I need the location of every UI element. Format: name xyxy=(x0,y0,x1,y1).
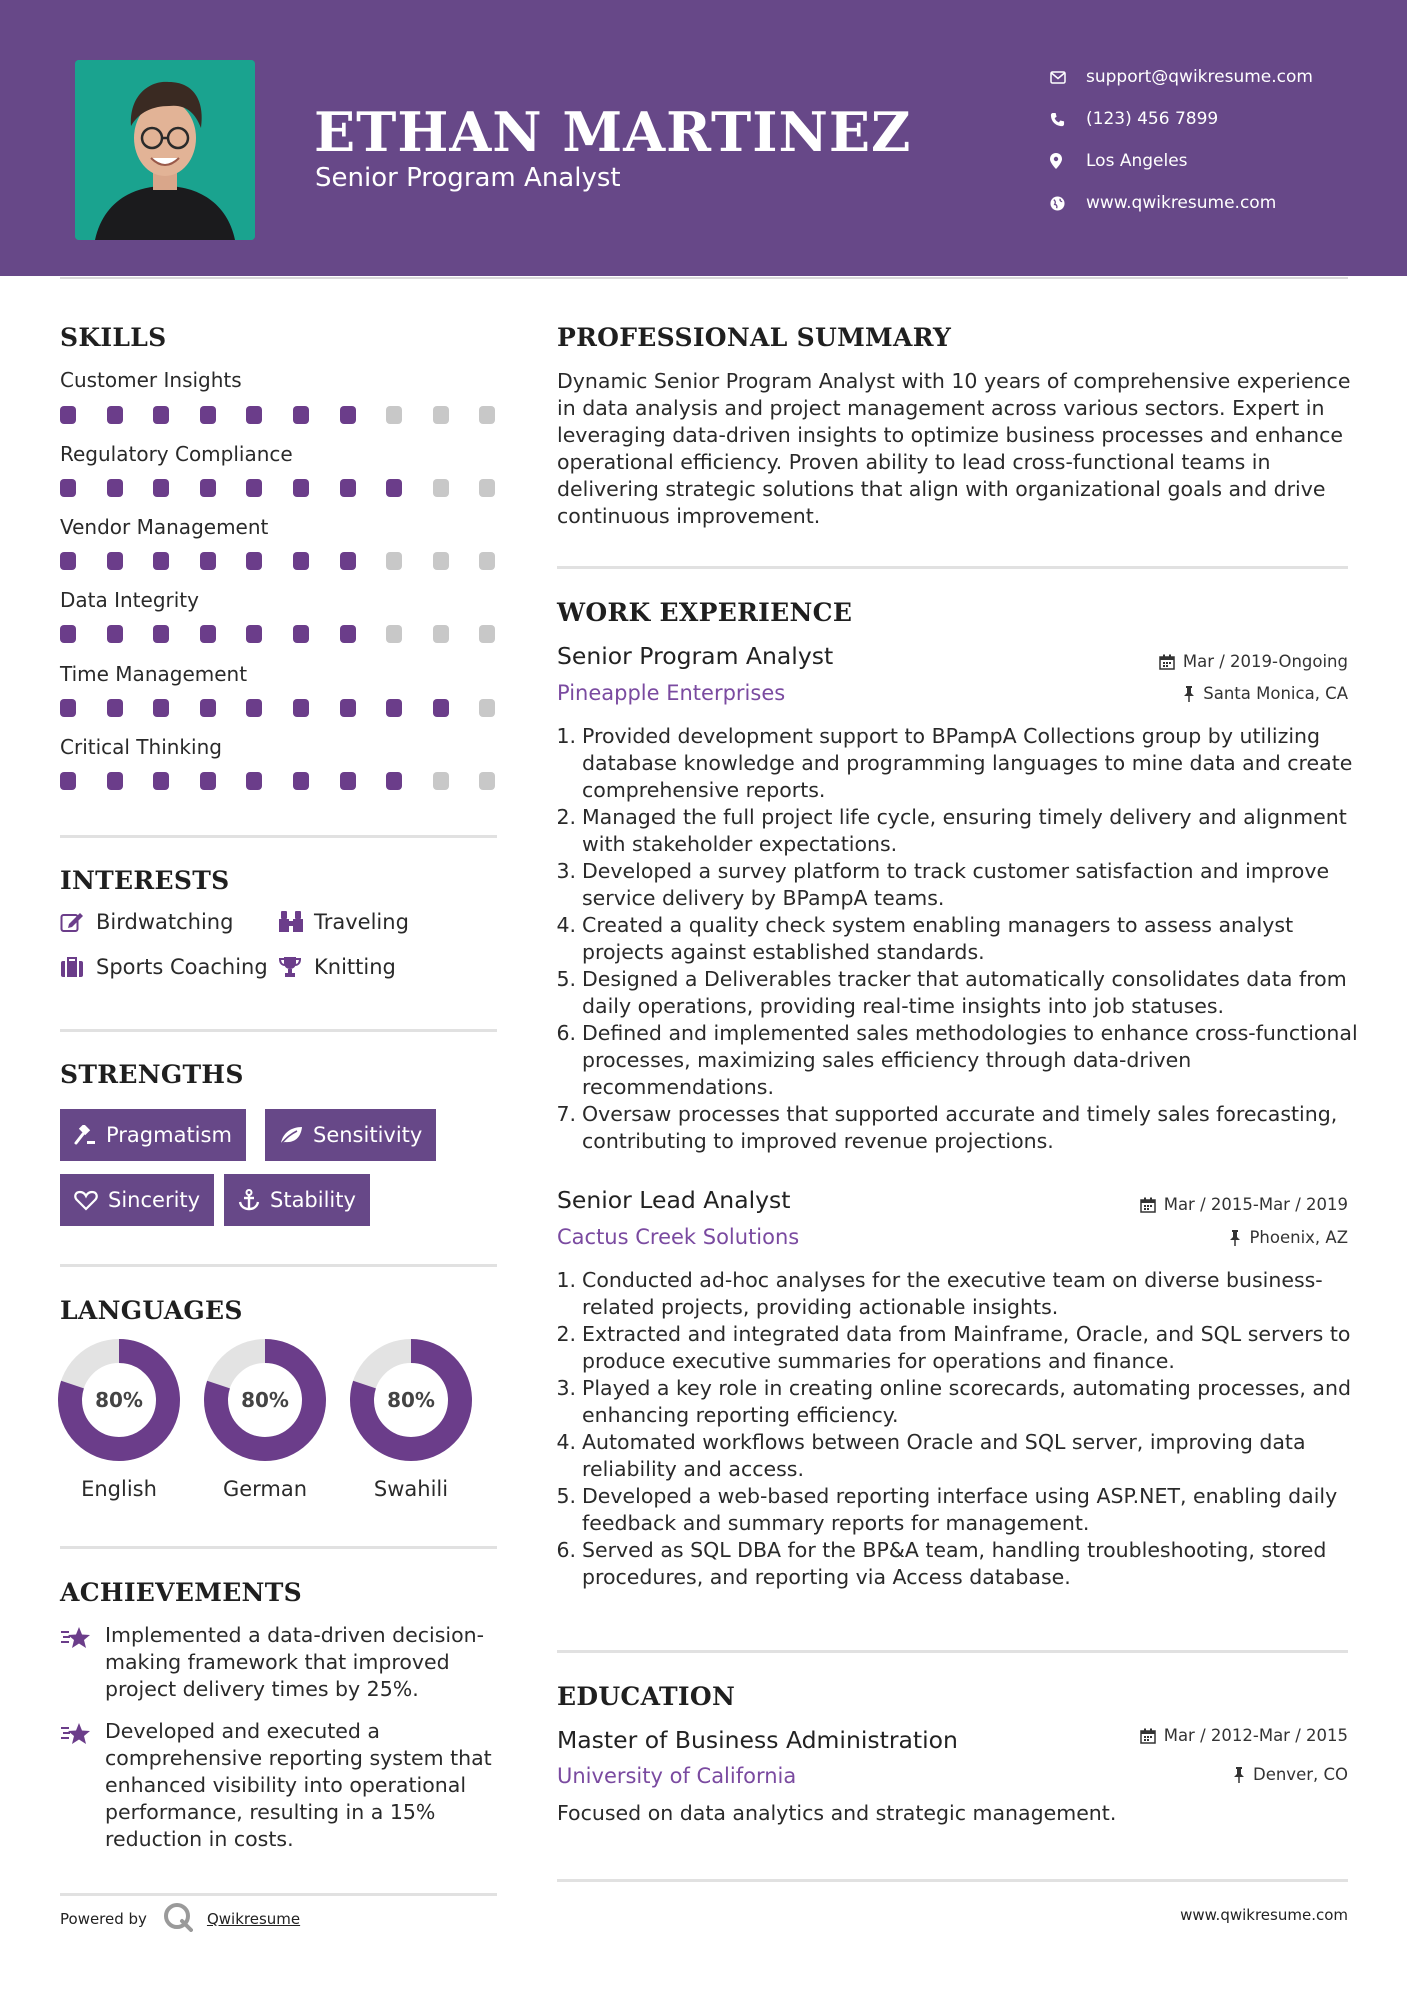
phone-icon xyxy=(1050,112,1086,127)
strength-chip xyxy=(224,1174,370,1226)
contact-phone-text: (123) 456 7899 xyxy=(1086,109,1219,129)
skill-dot-filled xyxy=(60,552,76,570)
achievement-item xyxy=(60,1622,500,1703)
bullet-text: Provided development support to BPampA Collections group by utilizing database knowledge and programming languages to mine data and create comprehensive reports. xyxy=(582,724,1353,802)
bullet-item: 6. Defined and implemented sales methodologies to enhance cross-functional processes, maximizing sales efficiency through data-driven recommendations. xyxy=(556,1021,1358,1099)
section-divider xyxy=(557,1650,1348,1653)
skill-dot-empty xyxy=(479,772,495,790)
skill-dot-filled xyxy=(293,625,309,643)
header-divider xyxy=(60,277,1348,279)
qwikresume-link[interactable]: Qwikresume xyxy=(206,1910,301,1928)
skill-dot-filled xyxy=(386,772,402,790)
job-title: Senior Program Analyst xyxy=(557,642,834,670)
star-icon xyxy=(60,1622,105,1703)
job-location-text: Phoenix, AZ xyxy=(1249,1228,1348,1247)
bullet-text: Conducted ad-hoc analyses for the executive team on diverse business-related projects, providing actionable insights. xyxy=(582,1268,1323,1319)
bullet-item: 5. Developed a web-based reporting interface using ASP.NET, enabling daily feedback and summary reports for management. xyxy=(552,1483,1358,1537)
section-divider xyxy=(557,1879,1348,1882)
skill-name: Regulatory Compliance xyxy=(60,442,293,466)
skill-rating xyxy=(60,479,500,497)
skill-dot-filled xyxy=(153,625,169,643)
pushpin-icon xyxy=(1233,1767,1245,1783)
interest-label: Birdwatching xyxy=(96,910,234,934)
contact-website[interactable] xyxy=(1050,182,1313,224)
powered-by-label: Powered by xyxy=(60,1910,147,1928)
skill-dot-filled xyxy=(340,552,356,570)
interest-item xyxy=(278,910,409,934)
bullet-item: 1. Provided development support to BPampA Collections group by utilizing database knowledge and programming languages to mine data and create comprehensive reports. xyxy=(552,723,1358,804)
degree-title: Master of Business Administration xyxy=(557,1726,958,1754)
section-divider xyxy=(60,835,497,838)
language-percent: 80% xyxy=(387,1388,435,1412)
bullet-item: 3. Played a key role in creating online scorecards, automating processes, and enhancing reporting efficiency. xyxy=(552,1375,1358,1429)
job-title: Senior Lead Analyst xyxy=(557,1186,791,1214)
job-location xyxy=(1183,684,1348,703)
skill-dot-filled xyxy=(246,406,262,424)
skill-dot-empty xyxy=(433,552,449,570)
skill-dot-filled xyxy=(153,479,169,497)
skill-dot-empty xyxy=(386,625,402,643)
map-pin-icon xyxy=(1050,153,1086,169)
summary-heading: PROFESSIONAL SUMMARY xyxy=(557,323,952,352)
bullet-text: Automated workflows between Oracle and SQL server, improving data reliability and access. xyxy=(582,1430,1306,1481)
skill-dot-filled xyxy=(293,552,309,570)
skill-dot-filled xyxy=(107,479,123,497)
language-name: English xyxy=(81,1477,157,1501)
skill-dot-filled xyxy=(60,772,76,790)
profile-photo xyxy=(75,60,255,240)
skill-dot-filled xyxy=(293,479,309,497)
language-name: German xyxy=(222,1477,308,1501)
interests-heading: INTERESTS xyxy=(60,866,230,895)
interest-item xyxy=(60,955,268,979)
interest-item xyxy=(60,910,233,934)
skill-dot-empty xyxy=(479,406,495,424)
achievement-text: Implemented a data-driven decision-making framework that improved project delivery times by 25%. xyxy=(105,1623,485,1701)
company-name: Cactus Creek Solutions xyxy=(557,1225,800,1249)
section-divider xyxy=(60,1893,497,1896)
envelope-icon xyxy=(1050,71,1086,84)
skill-dot-empty xyxy=(479,625,495,643)
skill-dot-filled xyxy=(153,552,169,570)
bullet-text: Defined and implemented sales methodologies to enhance cross-functional processes, maximizing sales efficiency through data-driven recommendations. xyxy=(582,1021,1358,1099)
skills-heading: SKILLS xyxy=(60,323,167,352)
job-location-text: Santa Monica, CA xyxy=(1203,684,1348,703)
skill-dot-empty xyxy=(386,552,402,570)
bullet-item: 2. Extracted and integrated data from Mainframe, Oracle, and SQL servers to produce executive summaries for operations and finance. xyxy=(552,1321,1358,1375)
achievement-item xyxy=(60,1718,500,1853)
skill-name: Time Management xyxy=(60,662,248,686)
bullet-text: Played a key role in creating online scorecards, automating processes, and enhancing reporting efficiency. xyxy=(582,1376,1351,1427)
interest-label: Sports Coaching xyxy=(96,955,268,979)
skill-rating xyxy=(60,552,500,570)
language-item xyxy=(58,1339,180,1501)
star-icon xyxy=(60,1718,105,1853)
skill-dot-filled xyxy=(433,699,449,717)
skill-dot-filled xyxy=(246,699,262,717)
skill-dot-empty xyxy=(386,406,402,424)
bullet-text: Developed a web-based reporting interface using ASP.NET, enabling daily feedback and summary reports for management. xyxy=(582,1484,1338,1535)
bullet-text: Extracted and integrated data from Mainframe, Oracle, and SQL servers to produce executive summaries for operations and finance. xyxy=(582,1322,1351,1373)
education-description: Focused on data analytics and strategic management. xyxy=(557,1801,1117,1825)
strength-label: Pragmatism xyxy=(106,1123,232,1147)
contact-list xyxy=(1050,56,1313,224)
leaf-icon xyxy=(279,1125,303,1145)
strength-chip xyxy=(265,1109,436,1161)
skill-dot-filled xyxy=(246,479,262,497)
job-location xyxy=(1229,1228,1348,1247)
bullet-item: 6. Served as SQL DBA for the BP&A team, handling troubleshooting, stored procedures, and reporting via Access database. xyxy=(552,1537,1358,1591)
job-bullets xyxy=(552,723,1358,1155)
bullet-item: 1. Conducted ad-hoc analyses for the executive team on diverse business-related projects, providing actionable insights. xyxy=(552,1267,1358,1321)
job-dates-text: Mar / 2019-Ongoing xyxy=(1182,652,1348,671)
calendar-icon xyxy=(1140,1728,1156,1744)
skill-dot-empty xyxy=(479,479,495,497)
footer-url[interactable]: www.qwikresume.com xyxy=(1180,1906,1348,1924)
skill-dot-filled xyxy=(60,406,76,424)
skill-name: Vendor Management xyxy=(60,515,269,539)
bullet-item: 3. Developed a survey platform to track customer satisfaction and improve service delivery by BPampA teams. xyxy=(552,858,1358,912)
header-banner xyxy=(0,0,1407,276)
candidate-name: ETHAN MARTINEZ xyxy=(314,100,912,164)
company-name: Pineapple Enterprises xyxy=(557,681,786,705)
skill-dot-filled xyxy=(107,699,123,717)
skill-rating xyxy=(60,772,500,790)
contact-website-text: www.qwikresume.com xyxy=(1086,193,1277,213)
skill-dot-filled xyxy=(60,479,76,497)
skill-dot-filled xyxy=(340,406,356,424)
interest-label: Knitting xyxy=(314,955,396,979)
pushpin-icon xyxy=(1183,686,1195,702)
contact-phone[interactable] xyxy=(1050,98,1313,140)
globe-icon xyxy=(1050,196,1086,211)
section-divider xyxy=(60,1029,497,1032)
skill-name: Data Integrity xyxy=(60,588,199,612)
trophy-icon xyxy=(278,956,314,978)
skill-dot-filled xyxy=(340,699,356,717)
skill-dot-empty xyxy=(479,552,495,570)
strength-chip xyxy=(60,1174,214,1226)
school-name: University of California xyxy=(557,1764,797,1788)
heart-icon xyxy=(74,1190,98,1211)
language-name: Swahili xyxy=(373,1477,449,1501)
bullet-item: 5. Designed a Deliverables tracker that automatically consolidates data from daily operations, providing real-time insights into job statuses. xyxy=(552,966,1358,1020)
bullet-text: Developed a survey platform to track customer satisfaction and improve service delivery by BPampA teams. xyxy=(582,859,1330,910)
interest-item xyxy=(278,955,396,979)
contact-email[interactable] xyxy=(1050,56,1313,98)
bullet-item: 2. Managed the full project life cycle, ensuring timely delivery and alignment with stakeholder expectations. xyxy=(552,804,1358,858)
skill-rating xyxy=(60,625,500,643)
skill-dot-filled xyxy=(293,772,309,790)
skill-dot-filled xyxy=(386,699,402,717)
contact-location xyxy=(1050,140,1313,182)
pushpin-icon xyxy=(1229,1230,1241,1246)
briefcase-icon xyxy=(60,957,96,978)
skill-name: Critical Thinking xyxy=(60,735,222,759)
language-percent: 80% xyxy=(95,1388,143,1412)
interest-label: Traveling xyxy=(314,910,409,934)
skill-dot-filled xyxy=(107,552,123,570)
language-item xyxy=(350,1339,472,1501)
bullet-text: Oversaw processes that supported accurate and timely sales forecasting, contributing to improved revenue projections. xyxy=(582,1102,1338,1153)
job-dates xyxy=(1159,652,1348,671)
education-dates xyxy=(1140,1726,1348,1745)
skill-dot-filled xyxy=(60,625,76,643)
strength-label: Stability xyxy=(270,1188,356,1212)
achievements-heading: ACHIEVEMENTS xyxy=(60,1578,302,1607)
bullet-text: Managed the full project life cycle, ensuring timely delivery and alignment with stakeholder expectations. xyxy=(582,805,1347,856)
skill-dot-filled xyxy=(386,479,402,497)
achievement-text: Developed and executed a comprehensive reporting system that enhanced visibility into operational performance, resulting in a 15% reduction in costs. xyxy=(105,1719,492,1851)
education-dates-text: Mar / 2012-Mar / 2015 xyxy=(1163,1726,1348,1745)
calendar-icon xyxy=(1140,1197,1156,1213)
strengths-heading: STRENGTHS xyxy=(60,1060,244,1089)
section-divider xyxy=(60,1264,497,1267)
skill-dot-filled xyxy=(153,699,169,717)
skill-dot-filled xyxy=(107,625,123,643)
skill-dot-empty xyxy=(433,406,449,424)
skill-dot-filled xyxy=(340,625,356,643)
bullet-item: 7. Oversaw processes that supported accurate and timely sales forecasting, contributing to improved revenue projections. xyxy=(552,1101,1358,1155)
skill-dot-filled xyxy=(246,772,262,790)
bullet-text: Designed a Deliverables tracker that automatically consolidates data from daily operations, providing real-time insights into job statuses. xyxy=(582,967,1347,1018)
skill-dot-filled xyxy=(200,552,216,570)
gavel-icon xyxy=(74,1125,96,1145)
strength-chip xyxy=(60,1109,246,1161)
job-bullets xyxy=(552,1267,1358,1591)
bullet-item: 4. Automated workflows between Oracle and SQL server, improving data reliability and access. xyxy=(552,1429,1358,1483)
skill-dot-empty xyxy=(433,625,449,643)
language-percent: 80% xyxy=(241,1388,289,1412)
skill-dot-filled xyxy=(200,479,216,497)
anchor-icon xyxy=(238,1189,260,1211)
skill-rating xyxy=(60,699,500,717)
skill-rating xyxy=(60,406,500,424)
skill-dot-filled xyxy=(107,406,123,424)
bullet-text: Created a quality check system enabling managers to assess analyst projects against established standards. xyxy=(582,913,1294,964)
bullet-item: 4. Created a quality check system enabling managers to assess analyst projects against established standards. xyxy=(552,912,1358,966)
summary-text: Dynamic Senior Program Analyst with 10 years of comprehensive experience in data analysis and project management across various sectors. Expert in leveraging data-driven insights to optimize business processes and enhance operational efficiency. Proven ability to lead cross-functional teams in delivering strategic solutions that align with organizational goals and drive continuous improvement. xyxy=(557,369,1351,528)
language-item xyxy=(204,1339,326,1501)
skill-dot-filled xyxy=(200,772,216,790)
skill-dot-filled xyxy=(246,625,262,643)
skill-dot-filled xyxy=(153,772,169,790)
skill-dot-filled xyxy=(107,772,123,790)
education-heading: EDUCATION xyxy=(557,1682,736,1711)
edit-icon xyxy=(60,911,96,933)
contact-email-text: support@qwikresume.com xyxy=(1086,67,1313,87)
calendar-icon xyxy=(1159,654,1175,670)
skill-dot-filled xyxy=(153,406,169,424)
section-divider xyxy=(557,566,1348,569)
contact-location-text: Los Angeles xyxy=(1086,151,1188,171)
skill-dot-filled xyxy=(293,406,309,424)
skill-dot-empty xyxy=(433,479,449,497)
job-dates-text: Mar / 2015-Mar / 2019 xyxy=(1163,1195,1348,1214)
skill-dot-filled xyxy=(340,479,356,497)
skill-dot-filled xyxy=(200,406,216,424)
skill-dot-filled xyxy=(293,699,309,717)
job-dates xyxy=(1140,1195,1348,1214)
skill-dot-filled xyxy=(340,772,356,790)
skill-dot-filled xyxy=(200,625,216,643)
experience-heading: WORK EXPERIENCE xyxy=(557,598,853,627)
skill-dot-empty xyxy=(433,772,449,790)
binoculars-icon xyxy=(278,911,314,933)
skill-dot-empty xyxy=(479,699,495,717)
strength-label: Sincerity xyxy=(108,1188,201,1212)
education-location xyxy=(1233,1765,1348,1784)
bullet-text: Served as SQL DBA for the BP&A team, handling troubleshooting, stored procedures, and reporting via Access database. xyxy=(582,1538,1327,1589)
languages-heading: LANGUAGES xyxy=(60,1296,243,1325)
section-divider xyxy=(60,1546,497,1549)
powered-by xyxy=(60,1902,300,1936)
skill-dot-filled xyxy=(200,699,216,717)
education-location-text: Denver, CO xyxy=(1252,1765,1348,1784)
candidate-title: Senior Program Analyst xyxy=(315,163,621,193)
qwikresume-logo-icon xyxy=(163,1902,193,1936)
skill-dot-filled xyxy=(60,699,76,717)
skill-dot-filled xyxy=(246,552,262,570)
skill-name: Customer Insights xyxy=(60,368,242,392)
strength-label: Sensitivity xyxy=(313,1123,423,1147)
